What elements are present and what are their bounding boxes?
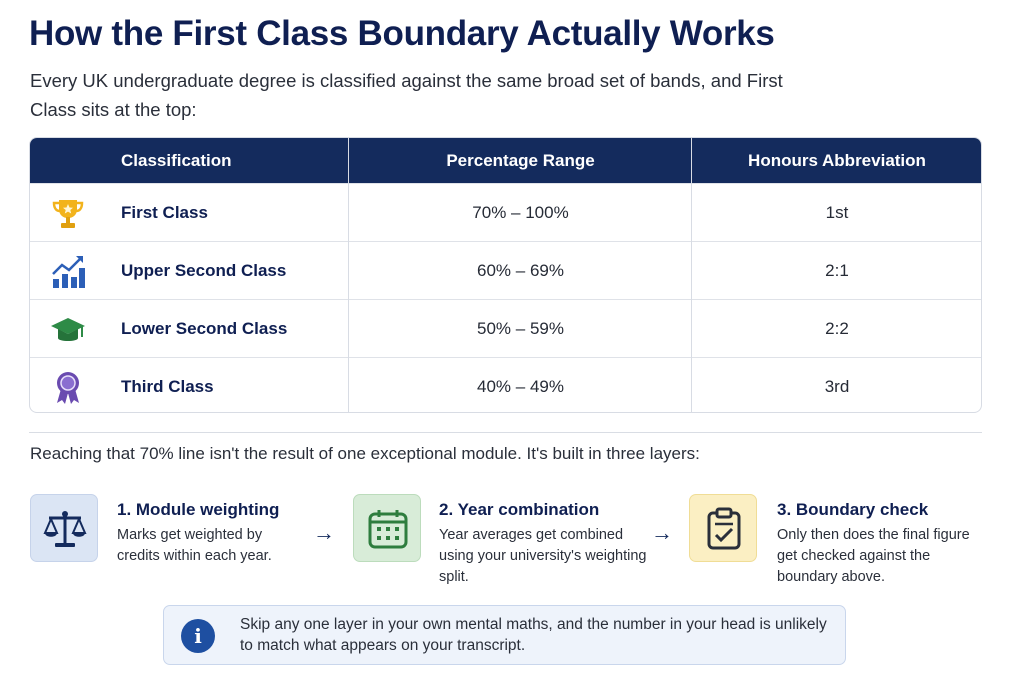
- percentage-range: 60% – 69%: [477, 261, 564, 280]
- step-title: 3. Boundary check: [777, 500, 929, 519]
- classification-name: Upper Second Class: [121, 261, 287, 280]
- honours-abbreviation: 1st: [825, 203, 849, 222]
- table-row: [30, 241, 981, 299]
- layers-intro-text: Reaching that 70% line isn't the result of one exceptional module. It's built in three layers:: [30, 444, 700, 463]
- graduation-cap-icon: [50, 313, 86, 347]
- header-percentage-range: Percentage Range: [446, 151, 595, 170]
- table-row: [30, 183, 981, 241]
- classification-name: First Class: [121, 203, 208, 222]
- step-icon-box: [353, 494, 421, 562]
- table-row: [30, 299, 981, 357]
- honours-abbreviation: 2:2: [825, 319, 849, 338]
- clipboard-check-icon: [702, 507, 746, 551]
- page-title: How the First Class Boundary Actually Works: [29, 14, 775, 53]
- percentage-range: 70% – 100%: [472, 203, 569, 222]
- column-divider: [348, 138, 349, 412]
- arrow-right-icon: →: [313, 520, 335, 545]
- percentage-range: 50% – 59%: [477, 319, 564, 338]
- callout-text: Skip any one layer in your own mental maths, and the number in your head is unlikely to match what appears on your transcript.: [240, 616, 827, 654]
- step-title: 1. Module weighting: [117, 500, 280, 519]
- step-icon-box: [689, 494, 757, 562]
- percentage-range: 40% – 49%: [477, 377, 564, 396]
- honours-abbreviation: 3rd: [824, 377, 850, 396]
- header-honours-abbreviation: Honours Abbreviation: [748, 151, 926, 170]
- step-description: Marks get weighted by credits within each year.: [117, 527, 272, 564]
- chart-trend-icon: [50, 255, 86, 289]
- step-icon-box: [30, 494, 98, 562]
- table-header: [30, 138, 981, 183]
- classification-name: Third Class: [121, 377, 214, 396]
- scales-icon: [43, 507, 87, 551]
- classification-name: Lower Second Class: [121, 319, 288, 338]
- info-callout: [163, 605, 846, 665]
- award-ribbon-icon: [50, 371, 86, 405]
- trophy-icon: [50, 197, 86, 231]
- table-row: [30, 357, 981, 413]
- calendar-icon: [366, 507, 410, 551]
- section-divider: [29, 432, 982, 433]
- arrow-right-icon: →: [651, 520, 673, 545]
- step-description: Year averages get combined using your university's weighting split.: [439, 527, 647, 585]
- classification-table: [29, 137, 982, 413]
- intro-text: Every UK undergraduate degree is classified against the same broad set of bands, and First Class sits at the top:: [30, 70, 783, 120]
- header-classification: Classification: [121, 151, 232, 170]
- column-divider: [691, 138, 692, 412]
- step-title: 2. Year combination: [439, 500, 600, 519]
- info-icon: i: [181, 619, 215, 653]
- honours-abbreviation: 2:1: [825, 261, 849, 280]
- step-description: Only then does the final figure get checked against the boundary above.: [777, 527, 970, 585]
